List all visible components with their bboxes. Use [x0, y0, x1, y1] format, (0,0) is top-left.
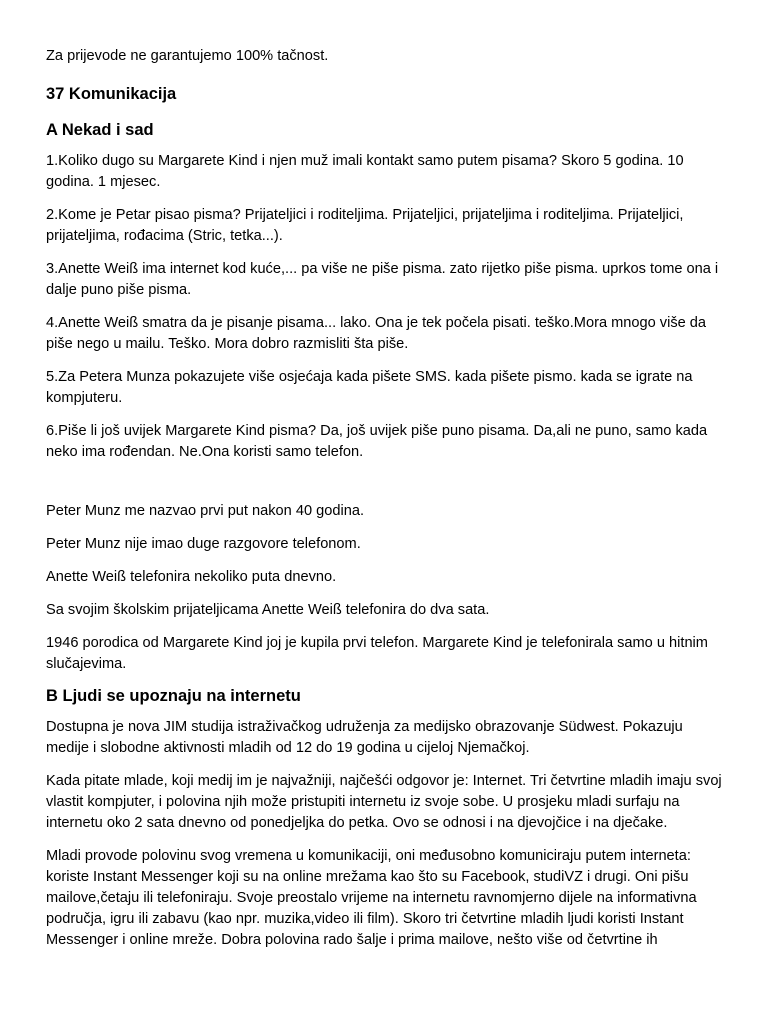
question-item: 5.Za Petera Munza pokazujete više osjećaja kada pišete SMS. kada pišete pismo. kada se igrate na kompjuteru.: [46, 369, 693, 406]
question-item: 3.Anette Weiß ima internet kod kuće,... pa više ne piše pisma. zato rijetko piše pisma. uprkos tome ona i dalje puno piše pisma.: [46, 261, 719, 298]
translation-disclaimer: Za prijevode ne garantujemo 100% tačnost.: [46, 48, 329, 64]
statement-item: Peter Munz nije imao duge razgovore telefonom.: [46, 536, 361, 552]
question-item: 6.Piše li još uvijek Margarete Kind pisma? Da, još uvijek piše puno pisama. Da,ali ne puno, samo kada neko ima rođendan. Ne.Ona koristi samo telefon.: [46, 423, 708, 460]
section-a-questions: [46, 151, 728, 463]
section-b-title: B Ljudi se upoznaju na internetu: [46, 687, 301, 705]
body-paragraph: Dostupna je nova JIM studija istraživačkog udruženja za medijsko obrazovanje Südwest. Pokazuju medije i slobodne aktivnosti mladih od 12 do 19 godina u cijeloj Njemačkoj.: [46, 719, 683, 756]
section-b-body: [46, 717, 728, 951]
section-a-statements: [46, 501, 728, 675]
statement-item: Anette Weiß telefonira nekoliko puta dnevno.: [46, 569, 337, 585]
statement-item: Peter Munz me nazvao prvi put nakon 40 godina.: [46, 503, 365, 519]
body-paragraph: Kada pitate mlade, koji medij im je najvažniji, najčešći odgovor je: Internet. Tri četvrtine mladih imaju svoj vlastit kompjuter, i polovina njih može pristupiti internetu iz svoje sobe. U prosjeku mladi surfaju na internetu oko 2 sata dnevno od ponedjeljka do petka. Ovo se odnosi i na djevojčice i na dječake.: [46, 773, 722, 831]
chapter-title: 37 Komunikacija: [46, 85, 177, 103]
question-item: 4.Anette Weiß smatra da je pisanje pisama... lako. Ona je tek počela pisati. teško.Mora mnogo više da piše nego u mailu. Teško. Mora dobro razmisliti šta piše.: [46, 315, 707, 352]
statement-item: 1946 porodica od Margarete Kind joj je kupila prvi telefon. Margarete Kind je telefonirala samo u hitnim slučajevima.: [46, 635, 708, 672]
question-item: 1.Koliko dugo su Margarete Kind i njen muž imali kontakt samo putem pisama? Skoro 5 godina. 10 godina. 1 mjesec.: [46, 153, 684, 190]
section-a-title: A Nekad i sad: [46, 121, 154, 139]
question-item: 2.Kome je Petar pisao pisma? Prijateljici i roditeljima. Prijateljici, prijateljima i roditeljima. Prijateljici, prijateljima, rođacima (Stric, tetka...).: [46, 207, 684, 244]
statement-item: Sa svojim školskim prijateljicama Anette Weiß telefonira do dva sata.: [46, 602, 490, 618]
body-paragraph: Mladi provode polovinu svog vremena u komunikaciji, oni međusobno komuniciraju putem interneta: koriste Instant Messenger koji su na online mrežama kao što su Facebook, studiVZ i drugi. Oni pišu mailove,četaju ili telefoniraju. Svoje preostalo vrijeme na internetu ravnomjerno dijele na informativna područja, igru ili zabavu (kao npr. muzika,video ili film). Skoro tri četvrtine mladih ljudi koristi Instant Messenger i online mreže. Dobra polovina rado šalje i prima mailove, nešto više od četvrtine ih: [46, 848, 697, 948]
